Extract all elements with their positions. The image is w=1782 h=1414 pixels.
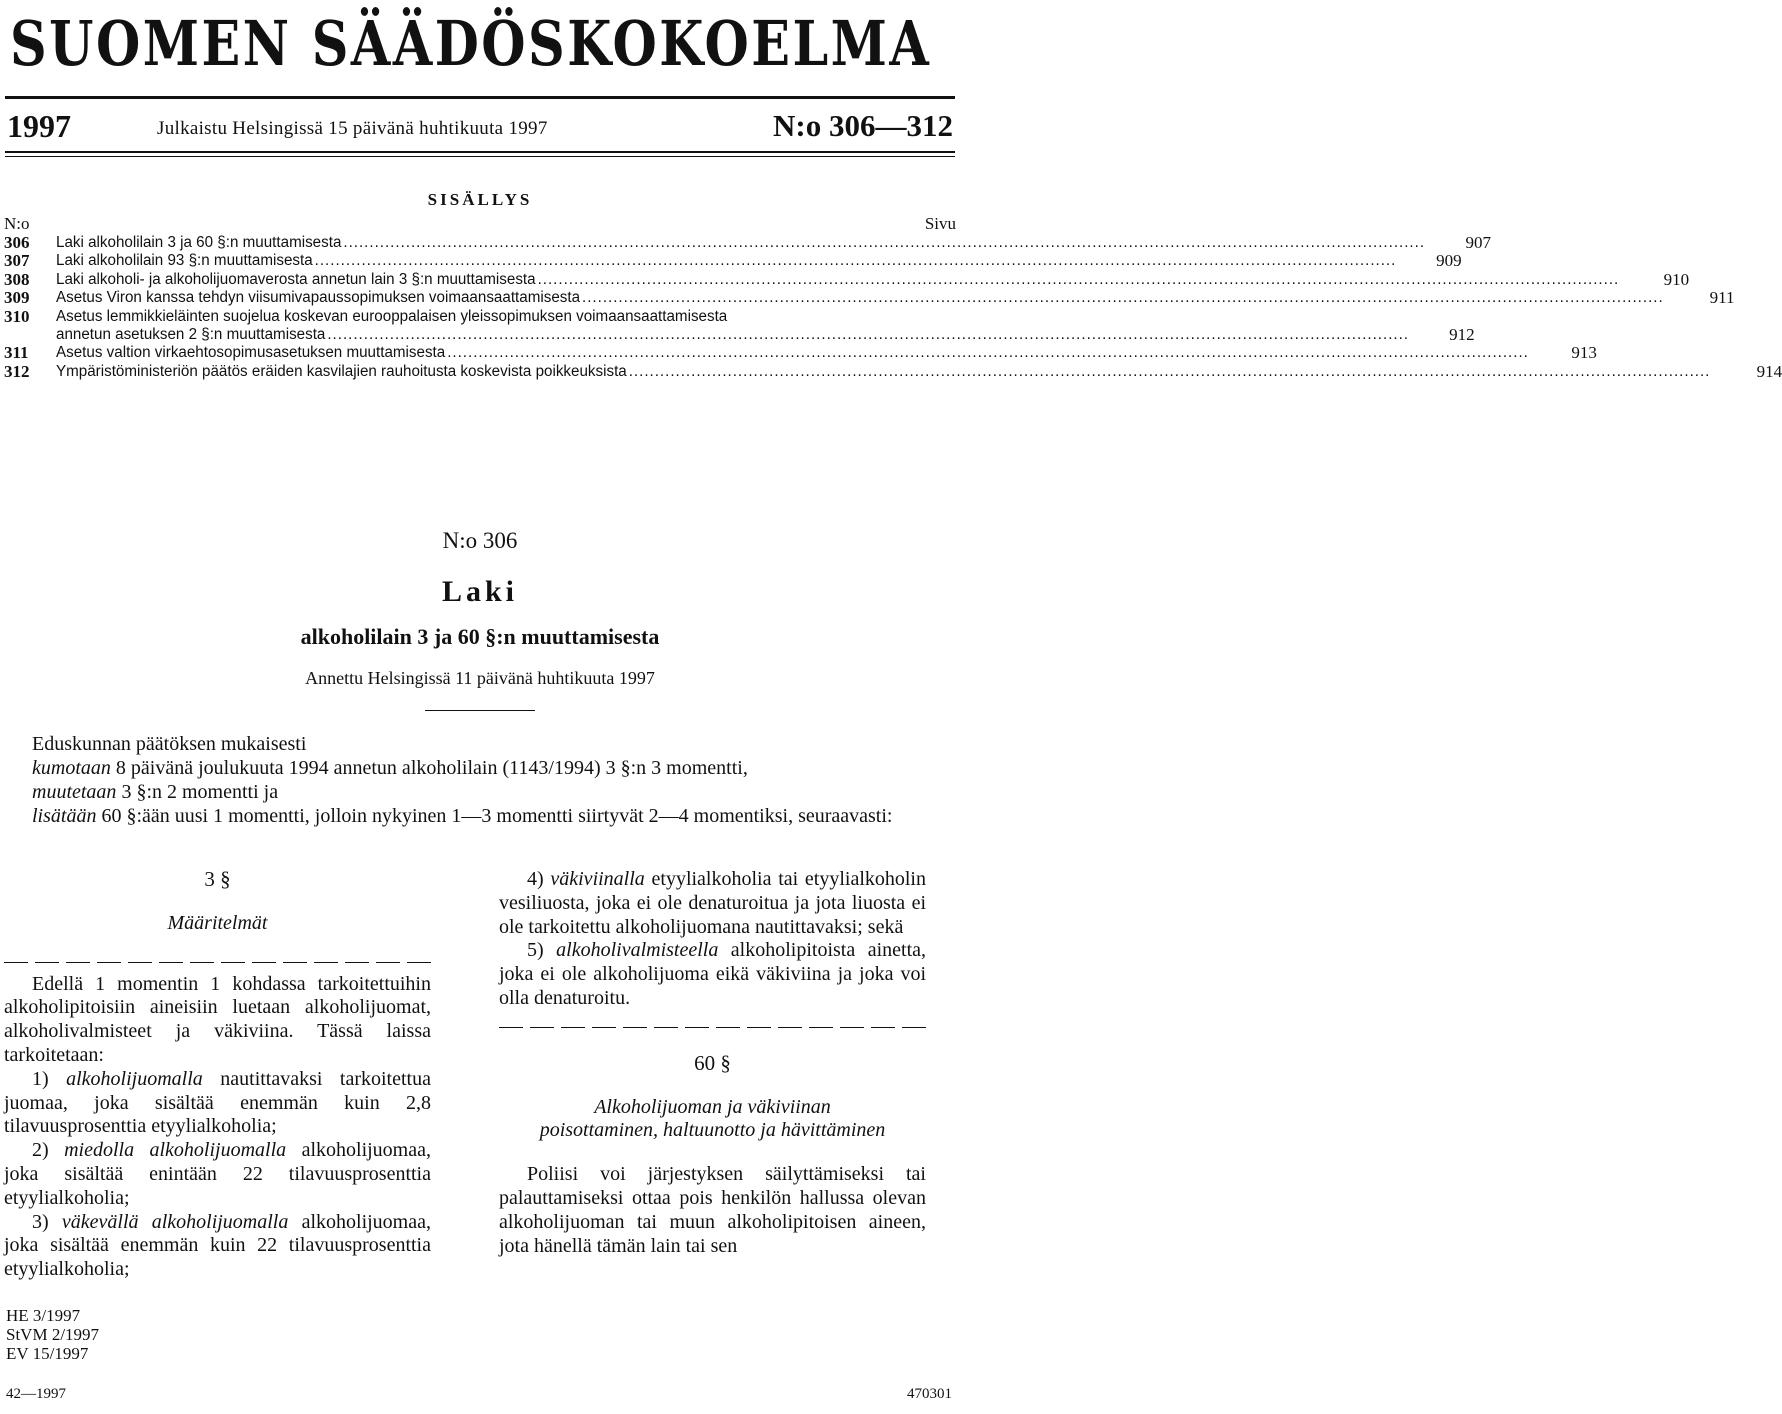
toc-leader-dots [582,289,1664,307]
reference-item: StVM 2/1997 [6,1325,100,1344]
definition-4: 4) väkiviinalla etyylialkoholia tai etyylialkoholin vesiliuosta, joka ei ole denaturoitua ja jota liuosta ei ole tarkoitettu alkoholijuomana nautittavaksi; sekä [499,868,926,938]
reference-item: EV 15/1997 [6,1344,89,1363]
act-divider [425,710,535,711]
toc-item-page: 911 [1709,288,1735,308]
toc-item [4,233,1491,252]
publication-title: SUOMEN SÄÄDÖSKOKOELMA [10,7,932,80]
masthead-rule-mid [5,151,955,153]
toc-item [4,269,1690,289]
toc-item-page: 913 [1571,343,1597,363]
toc-item-number: 306 [4,233,30,252]
intro-lead: Eduskunnan päätöksen mukaisesti [32,733,307,755]
toc-item-number: 309 [4,288,30,308]
toc-list [4,233,1782,381]
publication-year: 1997 [7,108,71,144]
footer-code-right: 470301 [907,1386,952,1402]
toc-item-number: 311 [4,343,29,363]
definition-2: 2) miedolla alkoholijuomalla alkoholijuomaa, joka sisältää enintään 22 tilavuusprosenttia etyylialkoholia; [4,1139,431,1209]
section-60-subheading-2: poisottaminen, haltuunotto ja hävittäminen [539,1119,886,1142]
definition-5: 5) alkoholivalmisteella alkoholipitoista ainetta, joka ei ole alkoholijuoma eikä väkiviina ja joka voi olla denaturoitu. [499,939,926,1009]
toc-item-number: 310 [4,306,30,326]
definition-3: 3) väkevällä alkoholijuomalla alkoholijuomaa, joka sisältää enemmän kuin 22 tilavuusprosenttia etyylialkoholia; [4,1210,431,1281]
toc-item-page: 909 [1436,251,1462,271]
act-date: Annettu Helsingissä 11 päivänä huhtikuuta 1997 [305,668,655,688]
definition-1: 1) alkoholijuomalla nautittavaksi tarkoitettua juomaa, joka sisältää enemmän kuin 2,8 tilavuusprosenttia etyylialkoholia; [4,1067,431,1138]
toc-leader-dots [327,326,1409,344]
act-intro [32,732,954,828]
toc-item [4,306,1475,345]
toc-item-page: 912 [1449,325,1475,345]
left-column [4,868,431,1282]
section-3-heading: 3 § [204,867,231,891]
publication-date: Julkaistu Helsingissä 15 päivänä huhtikuuta 1997 [157,118,548,139]
section-60-subheading-1: Alkoholijuoman ja väkiviinan [594,1095,831,1118]
toc-item-title: Laki alkoholilain 3 ja 60 §:n muuttamisesta ..... [56,234,1429,252]
toc-item-number: 307 [4,251,30,271]
toc-item-title: Laki alkoholi- ja alkoholijuomaverosta annetun lain 3 §:n muuttamisesta ..... [56,271,1623,289]
intro-muutetaan: muutetaan 3 §:n 2 momentti ja [32,781,279,803]
toc-item-page: 907 [1465,233,1491,252]
act-number: N:o 306 [442,528,518,553]
section-60-paragraph: Poliisi voi järjestyksen säilyttämiseksi tai palauttamiseksi ottaa pois henkilön hallussa olevan alkoholijuoman tai muun alkoholipitoisen aineen, jota hänellä tämän lain tai sen [499,1163,926,1257]
toc-item [4,343,1597,363]
publication-info-row [7,108,953,148]
publication-numbers: N:o 306—312 [773,108,953,143]
toc-item-number: 308 [4,269,30,289]
toc-item-page: 910 [1663,269,1690,289]
section-60-heading: 60 § [694,1050,731,1075]
intro-lisataan: lisätään 60 §:ään uusi 1 momentti, jolloin nykyinen 1—3 momentti siirtyvät 2—4 momentiksi, seuraavasti: [32,805,893,827]
toc-item-title: Asetus lemmikkieläinten suojelua koskevan eurooppalaisen yleissopimuksen voimaansaattamisesta annetun asetuksen 2 §:n muuttamisesta ..... [56,308,1413,345]
toc-item-title: Asetus Viron kanssa tehdyn viisumivapaussopimuksen voimaansaattamisesta ..... [56,289,1668,307]
toc-leader-dots [629,363,1711,381]
toc-item-title: Laki alkoholilain 93 §:n muuttamisesta ..... [56,252,1400,270]
toc-item [4,251,1462,271]
right-column [499,868,926,1258]
legislative-references [6,1306,99,1363]
toc-column-number-header: N:o [4,214,30,233]
toc-title: SISÄLLYS [427,190,533,209]
toc-item-title: Ympäristöministeriön päätös eräiden kasvilajien rauhoitusta koskevista poikkeuksista ..... [56,363,1714,381]
omission-dashes [4,952,431,963]
masthead-rule-top [5,96,955,99]
toc-item [4,361,1782,381]
toc-item-page: 914 [1756,361,1782,381]
act-title: alkoholilain 3 ja 60 §:n muuttamisesta [300,624,660,649]
toc-column-page-header: Sivu [924,214,956,233]
toc-leader-dots [538,271,1620,289]
toc-leader-dots [447,344,1529,362]
act-type: Laki [441,575,519,608]
toc-item-title: Asetus valtion virkaehtosopimusasetuksen muuttamisesta ..... [56,344,1533,362]
section-3-subheading: Määritelmät [167,911,268,934]
omission-dashes [499,1017,926,1028]
toc-leader-dots [343,234,1425,252]
toc-item [4,288,1735,308]
intro-kumotaan: kumotaan 8 päivänä joulukuuta 1994 annetun alkoholilain (1143/1994) 3 §:n 3 momentti, [32,757,748,779]
section-3-paragraph: Edellä 1 momentin 1 kohdassa tarkoitettuihin alkoholipitoisiin aineisiin luetaan alkoholijuomat, alkoholivalmisteet ja väkiviina. Tässä laissa tarkoitetaan: [4,972,431,1066]
masthead-rule-bottom [5,156,955,157]
footer-code-left: 42—1997 [6,1386,66,1402]
toc-leader-dots [315,252,1397,270]
toc-item-number: 312 [4,361,30,381]
reference-item: HE 3/1997 [6,1306,81,1325]
